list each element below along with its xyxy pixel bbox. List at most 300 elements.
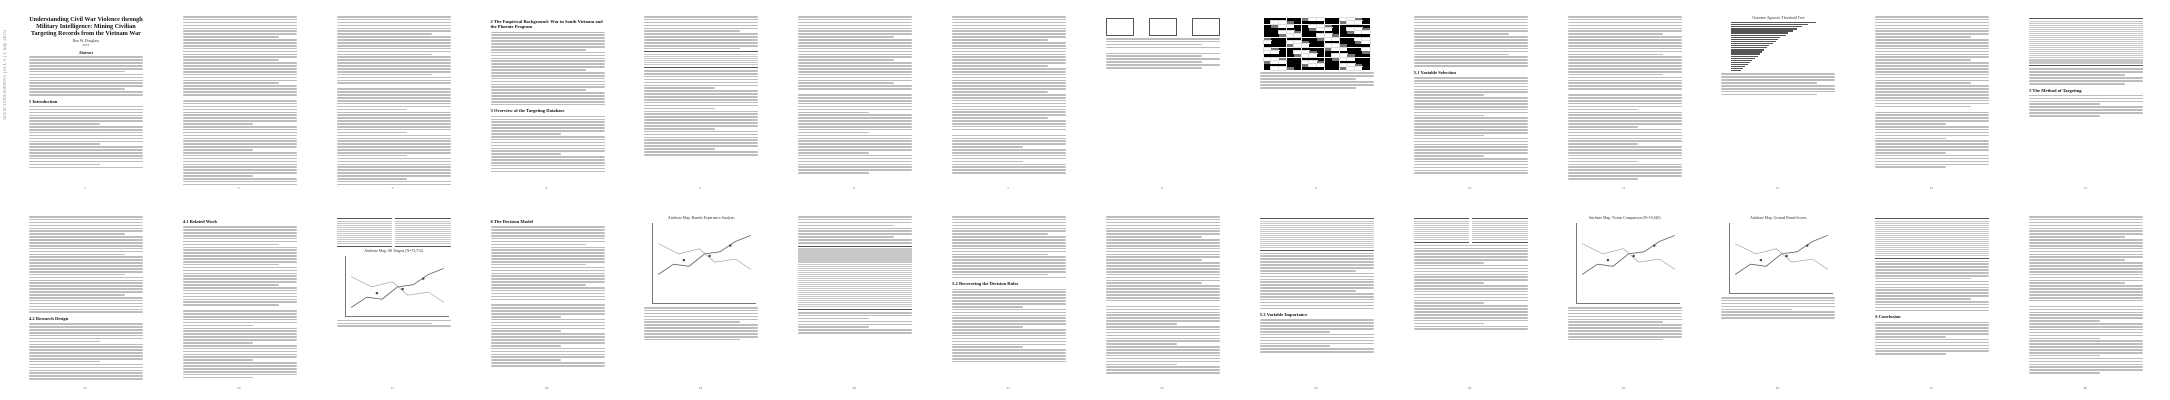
text-line — [1568, 321, 1664, 323]
text-line — [1875, 33, 1989, 35]
page-number: 25 — [1621, 386, 1626, 390]
text-line — [491, 267, 605, 269]
text-line — [1568, 25, 1682, 27]
abstract-heading: Abstract — [78, 51, 93, 56]
text-line — [183, 54, 297, 56]
text-line — [1568, 138, 1682, 140]
text-line — [1106, 294, 1220, 296]
text-line — [1414, 36, 1528, 38]
text-line — [29, 288, 143, 290]
text-line — [1106, 312, 1220, 314]
text-line — [1875, 120, 1989, 122]
text-line — [337, 325, 451, 327]
page-thumbnail[interactable] — [1098, 208, 1226, 394]
text-line — [952, 54, 1066, 56]
page-thumbnail[interactable] — [1098, 8, 1226, 194]
page-thumbnail[interactable] — [790, 208, 918, 394]
text-line — [183, 310, 297, 312]
section-heading: 5.3 Variable Importance — [1259, 312, 1308, 318]
text-line — [1414, 48, 1528, 50]
text-line — [952, 233, 1048, 235]
text-line — [2029, 265, 2143, 267]
text-line — [952, 146, 1023, 148]
page-number: 7 — [1007, 186, 1009, 190]
text-line — [1568, 158, 1682, 160]
text-line — [337, 178, 408, 180]
text-line — [2029, 248, 2143, 250]
page-thumbnail[interactable] — [790, 8, 918, 194]
text-line — [2029, 274, 2143, 276]
text-line — [952, 135, 1066, 137]
text-line — [29, 341, 100, 343]
text-line — [1875, 140, 1989, 142]
text-line — [491, 307, 605, 309]
text-line — [952, 297, 1066, 299]
text-line — [644, 307, 758, 309]
text-line — [2029, 259, 2125, 261]
text-line — [1568, 42, 1682, 44]
page-thumbnail[interactable] — [2021, 208, 2149, 394]
text-line — [491, 124, 605, 126]
text-line — [29, 230, 143, 232]
text-line — [183, 112, 297, 114]
page-number: 19 — [698, 386, 703, 390]
text-line — [337, 16, 451, 18]
text-line — [183, 48, 297, 50]
text-line — [1875, 166, 1946, 168]
text-line — [644, 339, 740, 341]
text-line — [798, 225, 894, 227]
text-line — [1568, 106, 1682, 108]
text-line — [29, 85, 143, 87]
text-line — [1106, 242, 1220, 244]
text-line — [183, 371, 297, 373]
paper-title: Understanding Civil War Violence through Military Intelligence: Mining Civilian Targeting Records from the Vietnam War — [29, 16, 143, 38]
text-line — [183, 264, 279, 266]
text-line — [798, 30, 912, 32]
page-thumbnail[interactable] — [636, 208, 764, 394]
page-thumbnail[interactable] — [329, 8, 457, 194]
text-line — [798, 19, 912, 21]
text-line — [29, 233, 125, 235]
text-line — [1568, 307, 1682, 309]
text-line — [1875, 263, 1989, 265]
text-line — [337, 33, 433, 35]
text-line — [2029, 349, 2143, 351]
text-line — [1106, 291, 1220, 293]
text-line — [491, 258, 605, 260]
text-line — [1106, 262, 1220, 264]
text-line — [1414, 158, 1528, 160]
text-line — [1414, 25, 1528, 27]
text-line — [491, 78, 605, 80]
text-line — [1568, 132, 1682, 134]
text-line — [491, 261, 605, 263]
page-number: 23 — [1314, 386, 1318, 390]
text-line — [1106, 320, 1220, 322]
text-line — [2029, 358, 2143, 360]
text-line — [798, 332, 912, 334]
text-line — [1875, 126, 1989, 128]
text-line — [2029, 280, 2143, 282]
text-line — [2029, 245, 2143, 247]
text-line — [798, 48, 912, 50]
text-line — [1875, 161, 1989, 163]
text-line — [644, 148, 715, 150]
page-thumbnail[interactable] — [1252, 8, 1380, 194]
text-line — [29, 326, 143, 328]
text-line — [1875, 132, 1989, 134]
text-line — [1875, 135, 1989, 137]
text-line — [183, 226, 297, 228]
text-line — [1721, 76, 1835, 78]
text-line — [491, 316, 562, 318]
text-line — [644, 151, 758, 153]
text-line — [1260, 328, 1374, 330]
text-line — [1568, 175, 1682, 177]
text-line — [491, 75, 605, 77]
text-line — [1260, 270, 1356, 272]
text-line — [491, 229, 605, 231]
text-line — [798, 216, 912, 218]
text-line — [952, 51, 1066, 53]
page-thumbnail[interactable] — [1560, 208, 1688, 394]
text-line — [798, 126, 912, 128]
text-line — [29, 65, 143, 67]
page-thumbnail[interactable] — [636, 8, 764, 194]
text-line — [1106, 346, 1220, 348]
page-thumbnail[interactable] — [329, 208, 457, 394]
text-line — [183, 62, 297, 64]
text-line — [1568, 140, 1682, 142]
text-line — [2029, 314, 2143, 316]
text-line — [1106, 58, 1220, 60]
text-line — [1414, 19, 1528, 21]
text-line — [491, 150, 605, 152]
text-line — [1106, 277, 1220, 279]
page-thumbnail[interactable] — [1252, 208, 1380, 394]
text-line — [29, 242, 143, 244]
text-line — [29, 378, 143, 380]
text-line — [1106, 225, 1220, 227]
text-line — [1414, 155, 1485, 157]
text-line — [1875, 123, 1946, 125]
text-line — [183, 241, 297, 243]
text-line — [1721, 303, 1835, 305]
text-line — [1414, 305, 1528, 307]
text-line — [183, 348, 297, 350]
page-thumbnail[interactable] — [1713, 208, 1841, 394]
page-thumbnail[interactable] — [175, 208, 303, 394]
text-line — [952, 33, 1066, 35]
text-line — [1875, 152, 1946, 154]
text-line — [29, 294, 125, 296]
text-line — [2029, 338, 2100, 340]
text-line — [644, 134, 758, 136]
page-number: 16 — [237, 386, 241, 390]
text-line — [183, 36, 279, 38]
text-line — [644, 319, 758, 321]
text-line — [183, 19, 297, 21]
text-line — [644, 324, 758, 326]
text-line — [183, 354, 297, 356]
text-line — [1875, 112, 1989, 114]
text-line — [2029, 254, 2143, 256]
text-line — [183, 293, 297, 295]
text-line — [337, 42, 451, 44]
text-line — [1106, 259, 1202, 261]
text-line — [952, 344, 1066, 346]
text-line — [644, 28, 758, 30]
text-line — [1875, 30, 1989, 32]
text-line — [1568, 161, 1639, 163]
text-line — [1106, 366, 1220, 368]
page-thumbnail[interactable] — [483, 8, 611, 194]
text-line — [1721, 85, 1835, 87]
text-line — [798, 138, 912, 140]
text-line — [491, 156, 605, 158]
text-line — [1414, 54, 1510, 56]
text-line — [29, 346, 143, 348]
text-line — [1414, 80, 1528, 82]
text-line — [183, 345, 297, 347]
text-line — [1721, 94, 1817, 96]
text-line — [1568, 85, 1682, 87]
text-line — [1260, 343, 1374, 345]
text-line — [337, 140, 451, 142]
text-line — [952, 16, 1066, 18]
page-number: 22 — [1160, 386, 1164, 390]
text-line — [1568, 19, 1682, 21]
page-thumbnail[interactable] — [1406, 8, 1534, 194]
text-line — [491, 284, 587, 286]
text-line — [2029, 369, 2143, 371]
text-line — [644, 45, 758, 47]
text-line — [29, 352, 143, 354]
text-line — [337, 109, 408, 111]
text-line — [798, 312, 912, 314]
text-line — [1875, 269, 1989, 271]
text-line — [29, 259, 143, 261]
text-line — [1414, 132, 1528, 134]
text-line — [1721, 297, 1835, 299]
text-line — [337, 120, 451, 122]
text-line — [1568, 88, 1682, 90]
text-line — [29, 94, 143, 96]
text-line — [183, 166, 297, 168]
section-heading: 1 Introduction — [28, 98, 58, 104]
text-line — [337, 74, 433, 76]
text-line — [952, 36, 1066, 38]
text-line — [29, 123, 100, 125]
text-line — [952, 303, 1066, 305]
text-line — [798, 129, 912, 131]
text-line — [798, 59, 894, 61]
text-line — [183, 155, 297, 157]
page-number: 6 — [853, 186, 856, 190]
text-line — [491, 34, 605, 36]
text-line — [1875, 97, 1989, 99]
page-thumbnail[interactable] — [1713, 8, 1841, 194]
text-line — [952, 245, 1066, 247]
text-line — [183, 325, 254, 327]
text-line — [1414, 245, 1528, 247]
text-line — [1414, 120, 1528, 122]
text-line — [952, 317, 1066, 319]
text-line — [29, 68, 143, 70]
text-line — [29, 335, 143, 337]
text-line — [337, 94, 451, 96]
text-line — [337, 68, 451, 70]
text-line — [1568, 120, 1682, 122]
text-line — [29, 285, 143, 287]
text-line — [1260, 255, 1374, 257]
text-line — [1414, 170, 1528, 172]
text-line — [1875, 143, 1989, 145]
text-line — [1875, 284, 1989, 286]
text-line — [1875, 77, 1989, 79]
text-line — [337, 146, 451, 148]
text-line — [29, 355, 143, 357]
text-line — [952, 358, 1066, 360]
text-line — [952, 355, 1066, 357]
text-line — [798, 324, 912, 326]
text-line — [798, 120, 912, 122]
text-line — [491, 281, 605, 283]
text-line — [798, 16, 912, 18]
text-line — [798, 166, 912, 168]
text-line — [1414, 51, 1528, 53]
text-line — [798, 219, 912, 221]
page-thumbnail[interactable] — [21, 8, 149, 194]
text-line — [491, 133, 562, 135]
text-line — [1875, 336, 1946, 338]
text-line — [491, 40, 605, 42]
page-number: 20 — [852, 386, 856, 390]
page-thumbnail[interactable] — [1406, 208, 1534, 394]
text-line — [952, 236, 1066, 238]
text-line — [644, 313, 758, 315]
text-line — [491, 127, 605, 129]
text-line — [29, 236, 143, 238]
text-line — [183, 91, 297, 93]
arxiv-stamp: arXiv:1909.00000v1 [cs.CY] 1 Sep 2019 — [3, 30, 8, 120]
text-line — [1875, 16, 1989, 18]
text-line — [491, 162, 605, 164]
page-number: 8 — [1161, 186, 1163, 190]
text-line — [1414, 285, 1528, 287]
text-line — [798, 94, 912, 96]
text-line — [491, 139, 605, 141]
text-line — [29, 56, 143, 58]
page-thumbnail[interactable] — [175, 8, 303, 194]
page-thumbnail[interactable] — [1867, 208, 1995, 394]
text-line — [1568, 129, 1682, 131]
text-line — [2029, 68, 2143, 70]
section-heading: 2 The Empirical Background: War in South Vietnam and the Phoenix Program — [490, 19, 603, 30]
text-line — [798, 149, 912, 151]
page-thumbnail[interactable] — [483, 208, 611, 394]
page-number: 18 — [544, 386, 549, 390]
text-line — [1875, 339, 1989, 341]
text-line — [183, 287, 297, 289]
text-line — [183, 28, 297, 30]
text-line — [1260, 258, 1374, 260]
text-line — [183, 275, 297, 277]
text-line — [29, 167, 143, 169]
page-thumbnail[interactable] — [2021, 8, 2149, 194]
text-line — [183, 103, 297, 105]
text-line — [491, 171, 605, 173]
text-line — [337, 172, 451, 174]
text-line — [1106, 349, 1220, 351]
text-line — [183, 336, 297, 338]
text-line — [29, 361, 100, 363]
text-line — [1875, 36, 1971, 38]
text-line — [952, 109, 1066, 111]
text-line — [491, 322, 605, 324]
text-line — [1568, 114, 1682, 116]
text-line — [183, 377, 254, 379]
page-thumbnail[interactable] — [1560, 8, 1688, 194]
text-line — [1106, 329, 1220, 331]
text-line — [337, 164, 451, 166]
text-line — [1414, 28, 1528, 30]
text-line — [183, 59, 279, 61]
text-line — [644, 25, 758, 27]
text-line — [952, 248, 1066, 250]
text-line — [952, 120, 1066, 122]
text-line — [183, 56, 297, 58]
text-line — [1721, 82, 1817, 84]
text-line — [798, 74, 912, 76]
text-line — [1260, 348, 1374, 350]
text-line — [29, 323, 143, 325]
text-line — [183, 238, 297, 240]
page-thumbnail[interactable] — [944, 208, 1072, 394]
text-line — [952, 68, 1066, 70]
text-line — [644, 82, 758, 84]
text-line — [1721, 79, 1835, 81]
text-line — [1875, 25, 1989, 27]
text-line — [337, 77, 451, 79]
text-line — [1721, 73, 1835, 75]
text-line — [2029, 352, 2143, 354]
text-line — [952, 309, 1066, 311]
text-line — [2029, 312, 2143, 314]
text-line — [952, 88, 1066, 90]
text-line — [1875, 295, 1989, 297]
text-line — [1568, 152, 1682, 154]
page-thumbnail[interactable] — [944, 8, 1072, 194]
text-line — [491, 168, 605, 170]
text-line — [2029, 71, 2143, 73]
text-line — [1568, 94, 1682, 96]
text-line — [952, 94, 1066, 96]
text-line — [1414, 317, 1528, 319]
text-line — [491, 296, 605, 298]
section-heading: 5 The Method of Targeting — [2029, 87, 2082, 93]
text-line — [29, 222, 143, 224]
text-line — [1106, 41, 1220, 43]
text-line — [798, 132, 869, 134]
text-line — [1875, 155, 1989, 157]
text-line — [1414, 30, 1528, 32]
text-line — [337, 39, 451, 41]
text-line — [183, 117, 297, 119]
page-thumbnail[interactable] — [21, 208, 149, 394]
page-thumbnail[interactable] — [1867, 8, 1995, 194]
